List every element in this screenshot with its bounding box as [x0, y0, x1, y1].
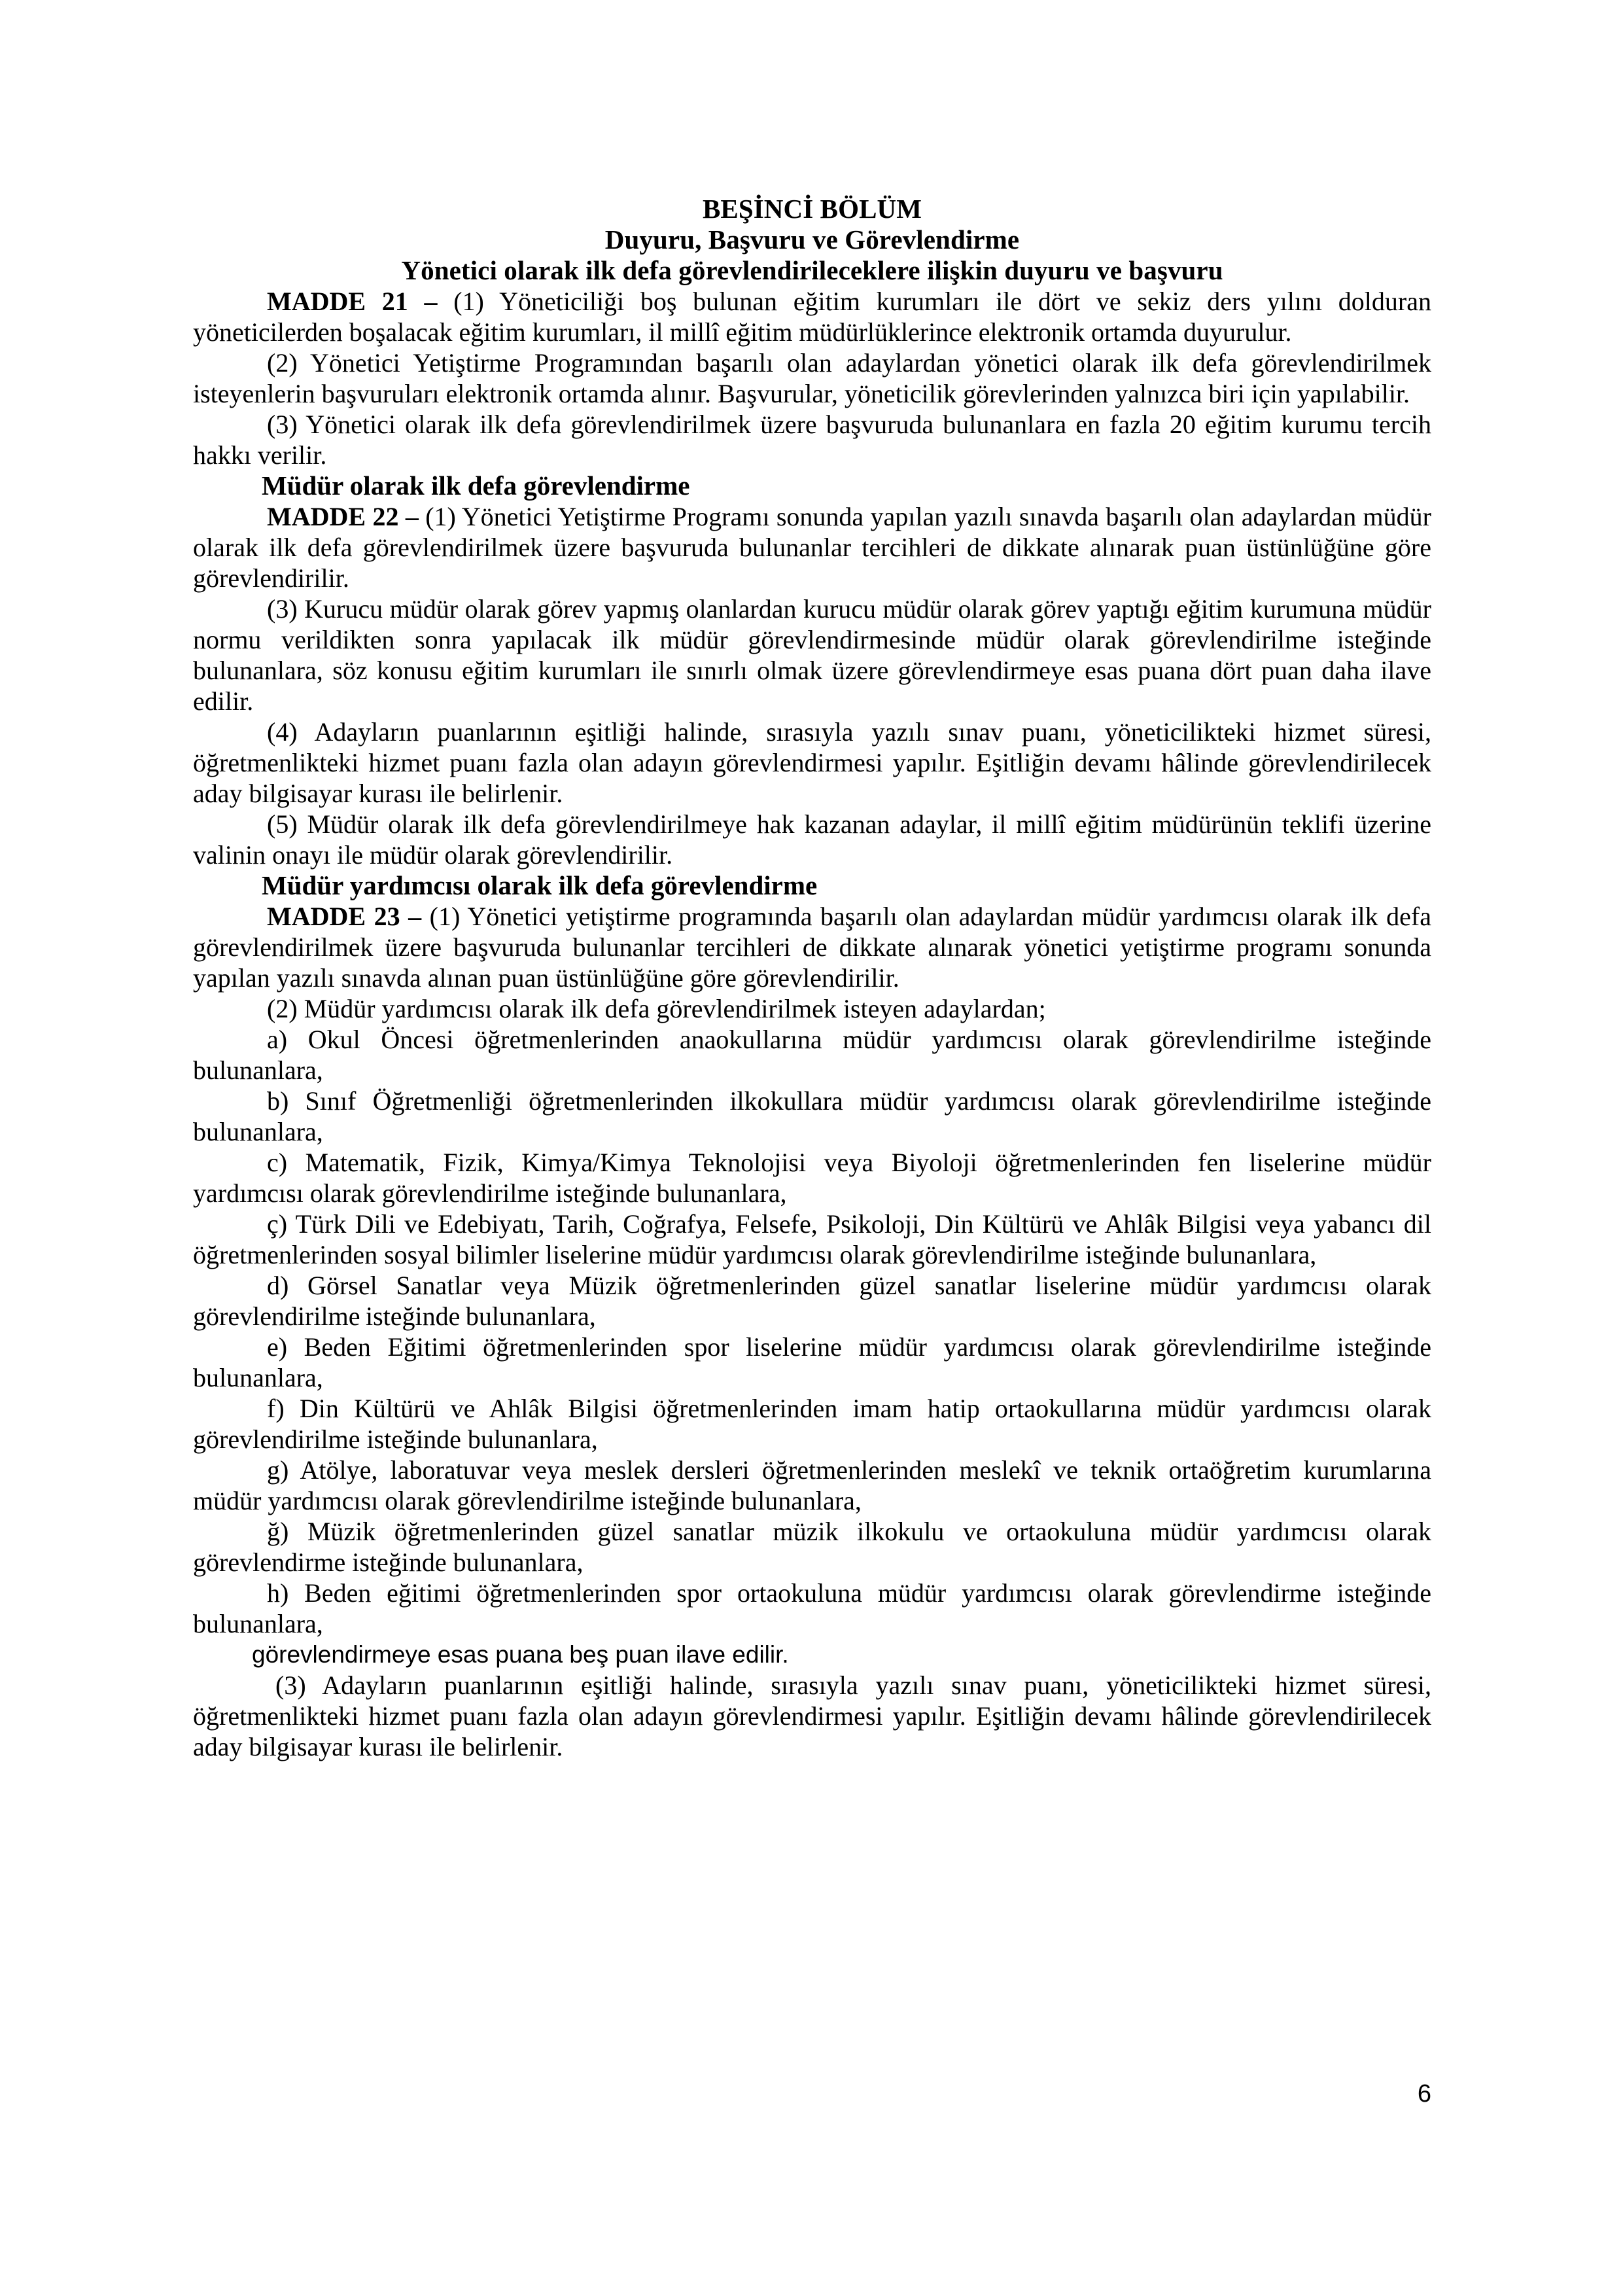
madde23-label: MADDE 23 –	[267, 902, 422, 931]
paragraph-madde22-4: (4) Adayların puanlarının eşitliği halinde, sırasıyla yazılı sınav puanı, yöneticilikteki hizmet süresi, öğretmenlikteki hizmet puanı fazla olan adayın görevlendirmesi yapılır. Eşitliğin devamı hâlinde görevlendirilecek aday bilgisayar kurası ile belirlenir.	[193, 717, 1431, 808]
list-item-g: g) Atölye, laboratuvar veya meslek dersleri öğretmenlerinden meslekî ve teknik ortaöğretim kurumlarına müdür yardımcısı olarak görevlendirilme isteğinde bulunanlara,	[193, 1455, 1431, 1515]
paragraph-madde23-1	[193, 901, 1431, 993]
list-item-g-breve: ğ) Müzik öğretmenlerinden güzel sanatlar müzik ilkokulu ve ortaokuluna müdür yardımcısı olarak görevlendirme isteğinde bulunanlara,	[193, 1517, 1431, 1577]
madde21-paragraph-1-text: (1) Yöneticiliği boş bulunan eğitim kurumları ile dört ve sekiz ders yılını dolduran yöneticilerden boşalacak eğitim kurumları, il millî eğitim müdürlüklerince elektronik ortamda duyurulur.	[193, 287, 1431, 347]
madde22-paragraph-1-text: (1) Yönetici Yetiştirme Programı sonunda yapılan yazılı sınavda başarılı olan adaylardan müdür olarak ilk defa görevlendirilmek üzere başvuruda bulunanlar tercihleri de dikkate alınarak puan üstünlüğüne göre görevlendirilir.	[193, 502, 1431, 593]
madde22-label: MADDE 22 –	[267, 502, 419, 531]
section-subtitle: Duyuru, Başvuru ve Görevlendirme	[604, 224, 1020, 255]
madde21-label: MADDE 21 –	[267, 287, 438, 316]
document-body	[193, 194, 1431, 1762]
paragraph-madde23-2: (2) Müdür yardımcısı olarak ilk defa görevlendirilmek isteyen adaylardan;	[267, 994, 1046, 1023]
list-item-c-cedilla: ç) Türk Dili ve Edebiyatı, Tarih, Coğrafya, Felsefe, Psikoloji, Din Kültürü ve Ahlâk Bilgisi veya yabancı dil öğretmenlerinden sosyal bilimler liselerine müdür yardımcısı olarak görevlendirilme isteğinde bulunanlara,	[193, 1209, 1431, 1269]
paragraph-madde22-1	[193, 501, 1431, 593]
list-item-c: c) Matematik, Fizik, Kimya/Kimya Teknolojisi veya Biyoloji öğretmenlerinden fen liselerine müdür yardımcısı olarak görevlendirilme isteğinde bulunanlara,	[193, 1148, 1431, 1208]
paragraph-madde22-5: (5) Müdür olarak ilk defa görevlendirilmeye hak kazanan adaylar, il millî eğitim müdürünün teklifi üzerine valinin onayı ile müdür olarak görevlendirilir.	[193, 809, 1431, 870]
list-item-f: f) Din Kültürü ve Ahlâk Bilgisi öğretmenlerinden imam hatip ortaokullarına müdür yardımcısı olarak görevlendirilme isteğinde bulunanlara,	[193, 1394, 1431, 1454]
subsection-heading-mudur-yardimcisi: Müdür yardımcısı olarak ilk defa görevlendirme	[262, 870, 818, 900]
topic-heading: Yönetici olarak ilk defa görevlendirileceklere ilişkin duyuru ve başvuru	[401, 255, 1223, 285]
paragraph-madde23-3: (3) Adayların puanlarının eşitliği halinde, sırasıyla yazılı sınav puanı, yöneticilikteki hizmet süresi, öğretmenlikteki hizmet puanı fazla olan adayın görevlendirmesi yapılır. Eşitliğin devamı hâlinde görevlendirilecek aday bilgisayar kurası ile belirlenir.	[193, 1670, 1431, 1761]
paragraph-madde21-1	[193, 286, 1431, 347]
madde23-paragraph-1-text: (1) Yönetici yetiştirme programında başarılı olan adaylardan müdür yardımcısı olarak ilk defa görevlendirilmek üzere başvuruda bulunanlar tercihleri de dikkate alınarak yönetici yetiştirme programı sonunda yapılan yazılı sınavda alınan puan üstünlüğüne göre görevlendirilir.	[193, 902, 1432, 993]
page-number: 6	[1417, 2080, 1431, 2108]
paragraph-madde21-2: (2) Yönetici Yetiştirme Programından başarılı olan adaylardan yönetici olarak ilk defa görevlendirilmek isteyenlerin başvuruları elektronik ortamda alınır. Başvurular, yöneticilik görevlerinden yalnızca biri için yapılabilir.	[193, 348, 1431, 408]
list-item-b: b) Sınıf Öğretmenliği öğretmenlerinden ilkokullara müdür yardımcısı olarak görevlendirilme isteğinde bulunanlara,	[193, 1086, 1431, 1146]
paragraph-madde21-3: (3) Yönetici olarak ilk defa görevlendirilmek üzere başvuruda bulunanlara en fazla 20 eğitim kurumu tercih hakkı verilir.	[193, 410, 1431, 470]
list-item-d: d) Görsel Sanatlar veya Müzik öğretmenlerinden güzel sanatlar liselerine müdür yardımcısı olarak görevlendirilme isteğinde bulunanlara,	[193, 1271, 1431, 1331]
list-item-e: e) Beden Eğitimi öğretmenlerinden spor liselerine müdür yardımcısı olarak görevlendirilme isteğinde bulunanlara,	[193, 1332, 1431, 1392]
list-item-h: h) Beden eğitimi öğretmenlerinden spor ortaokuluna müdür yardımcısı olarak görevlendirme isteğinde bulunanlara,	[193, 1578, 1431, 1638]
closing-line-sans: görevlendirmeye esas puana beş puan ilave edilir.	[252, 1641, 789, 1668]
paragraph-madde22-3: (3) Kurucu müdür olarak görev yapmış olanlardan kurucu müdür olarak görev yaptığı eğitim kurumuna müdür normu verildikten sonra yapılacak ilk müdür görevlendirmesinde müdür olarak görevlendirilme isteğinde bulunanlara, söz konusu eğitim kurumları ile sınırlı olmak üzere görevlendirmeye esas puana dört puan daha ilave edilir.	[193, 594, 1431, 716]
list-item-a: a) Okul Öncesi öğretmenlerinden anaokullarına müdür yardımcısı olarak görevlendirilme isteğinde bulunanlara,	[193, 1025, 1431, 1085]
section-heading: BEŞİNCİ BÖLÜM	[702, 194, 922, 224]
subsection-heading-mudur: Müdür olarak ilk defa görevlendirme	[262, 470, 690, 501]
